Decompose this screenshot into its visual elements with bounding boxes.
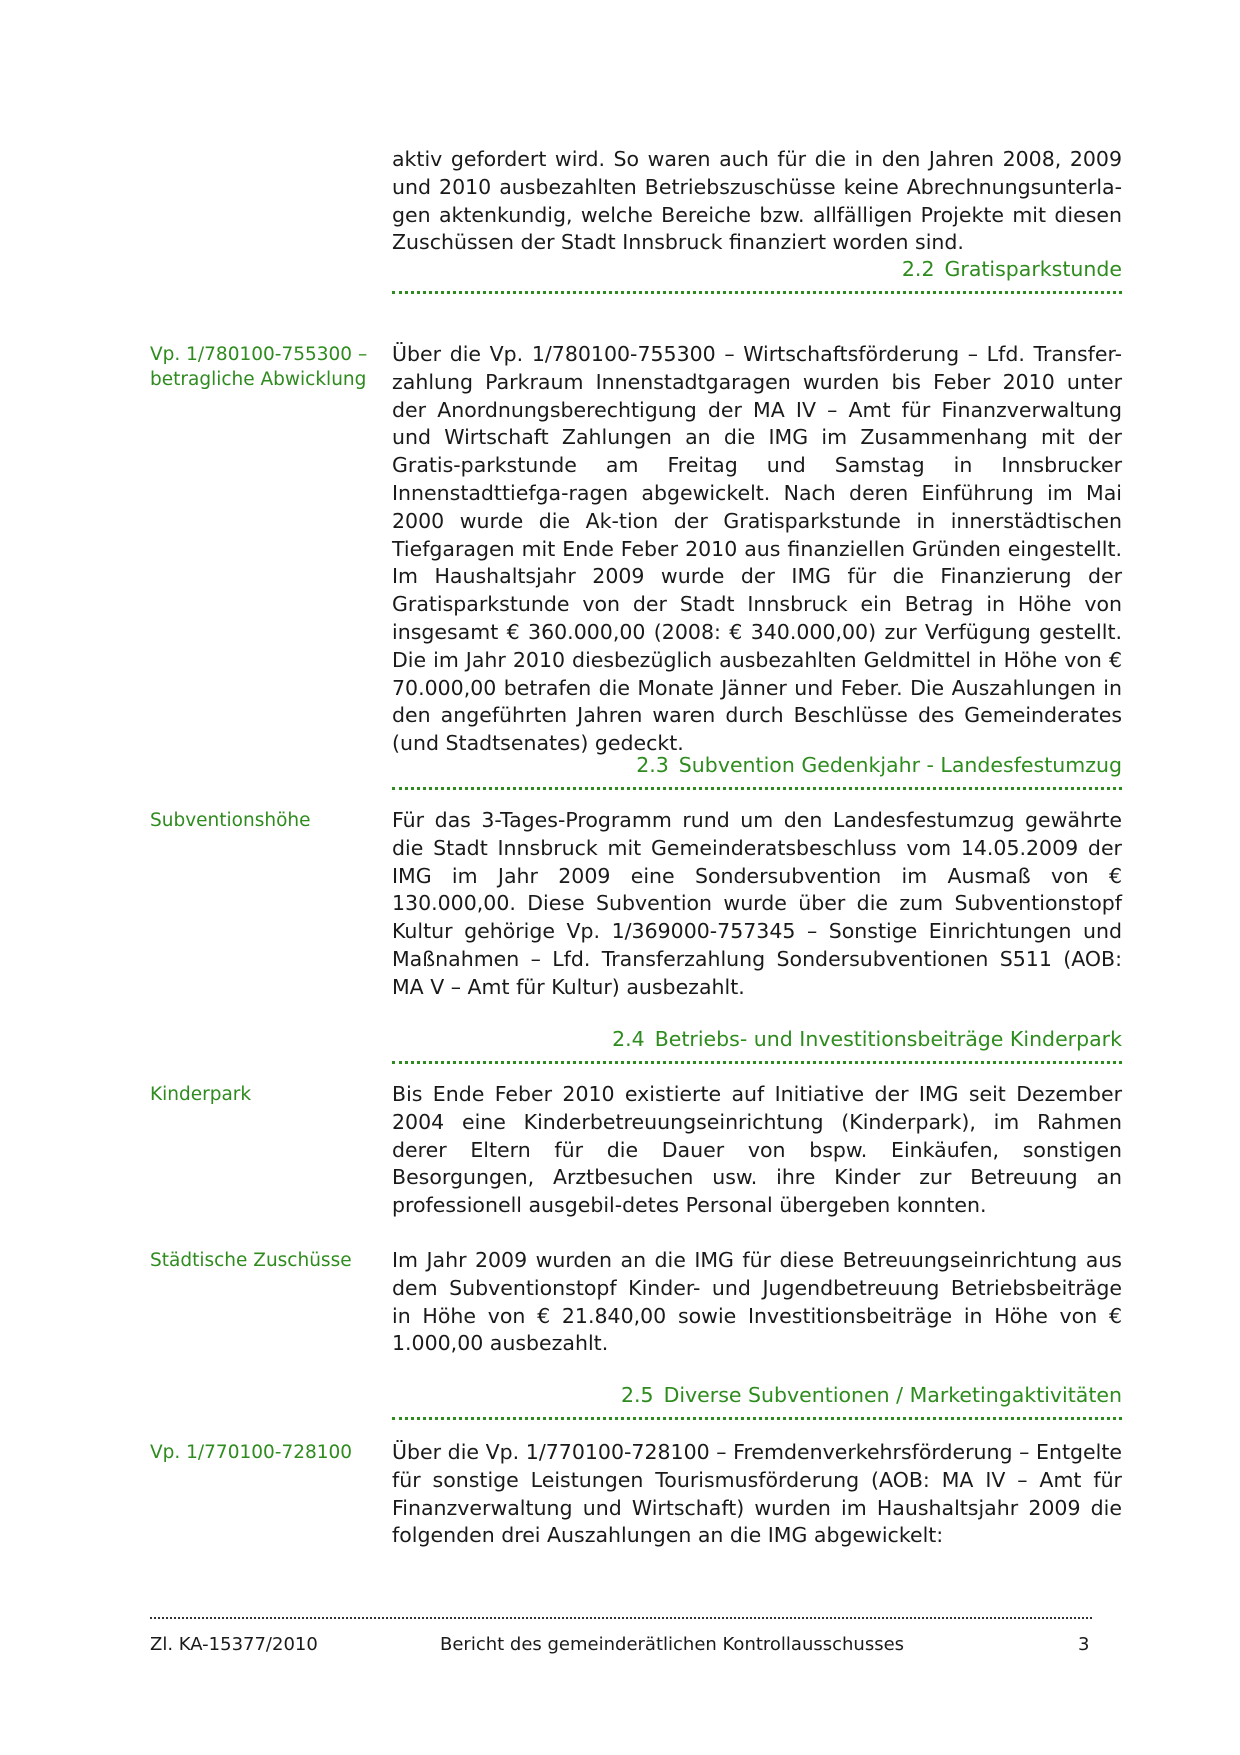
section-heading-2-4 xyxy=(392,1024,1122,1064)
margin-note-kinderpark: Kinderpark xyxy=(150,1084,252,1105)
section-number: 2.5 xyxy=(620,1383,654,1407)
section-number: 2.2 xyxy=(901,257,935,281)
paragraph-kinderpark xyxy=(392,1081,1122,1220)
paragraph-text: Bis Ende Feber 2010 existierte auf Initiative der IMG seit Dezember 2004 eine Kinderbetreuungseinrichtung (Kinderpark), im Rahmen derer Eltern für die Dauer von bspw. Einkäufen, sonstigen Besorgungen, Arztbesuchen usw. ihre Kinder zur Betreuung an professionell ausgebil-detes Personal übergeben konnten. xyxy=(392,1082,1122,1218)
paragraph-text: Über die Vp. 1/780100-755300 – Wirtschaftsförderung – Lfd. Transfer-zahlung Parkraum Innenstadtgaragen wurden bis Feber 2010 unter der Anordnungsberechtigung der MA IV – Amt für Finanzverwaltung und Wirtschaft Zahlungen an die IMG im Zusammenhang mit der Gratis-parkstunde am Freitag und Samstag in Innsbrucker Innenstadttiefga-ragen abgewickelt. Nach deren Einführung im Mai 2000 wurde die Ak-tion der Gratisparkstunde in innerstädtischen Tiefgaragen mit Ende Feber 2010 aus finanziellen Gründen eingestellt. Im Haushaltsjahr 2009 wurde der IMG für die Finanzierung der Gratisparkstunde von der Stadt Innsbruck ein Betrag in Höhe von insgesamt € 360.000,00 (2008: € 340.000,00) zur Verfügung gestellt. Die im Jahr 2010 diesbezüglich ausbezahlten Geldmittel in Höhe von € 70.000,00 betrafen die Monate Jänner und Feber. Die Auszahlungen in den angeführten Jahren waren durch Beschlüsse des Gemeinderates (und Stadtsenates) gedeckt. xyxy=(392,342,1122,756)
margin-note-staedtische-zuschuesse: Städtische Zuschüsse xyxy=(150,1250,352,1271)
paragraph-text: Über die Vp. 1/770100-728100 – Fremdenverkehrsförderung – Entgelte für sonstige Leistungen Tourismusförderung (AOB: MA IV – Amt für Finanzverwaltung und Wirtschaft) wurden im Haushaltsjahr 2009 die folgenden drei Auszahlungen an die IMG abgewickelt: xyxy=(392,1440,1122,1548)
paragraph-zuschuesse xyxy=(392,1247,1122,1358)
page-number: 3 xyxy=(1078,1634,1090,1655)
paragraph-text: Im Jahr 2009 wurden an die IMG für diese Betreuungseinrichtung aus dem Subventionstopf Kinder- und Jugendbetreuung Betriebsbeiträge in Höhe von € 21.840,00 sowie Investitionsbeiträge in Höhe von € 1.000,00 ausbezahlt. xyxy=(392,1248,1122,1356)
paragraph-text: aktiv gefordert wird. So waren auch für die in den Jahren 2008, 2009 und 2010 ausbezahlten Betriebszuschüsse keine Abrechnungsunterla-gen aktenkundig, welche Bereiche bzw. allfälligen Projekte mit diesen Zuschüssen der Stadt Innsbruck finanziert worden sind. xyxy=(392,147,1122,255)
paragraph-landesfestumzug xyxy=(392,807,1122,1002)
paragraph-text: Für das 3-Tages-Programm rund um den Landesfestumzug gewährte die Stadt Innsbruck mit Gemeinderatsbeschluss vom 14.05.2009 der IMG im Jahr 2009 eine Sondersubvention im Ausmaß von € 130.000,00. Diese Subvention wurde über die zum Subventionstopf Kultur gehörige Vp. 1/369000-757345 – Sonstige Einrichtungen und Maßnahmen – Lfd. Transferzahlung Sondersubventionen S511 (AOB: MA V – Amt für Kultur) ausbezahlt. xyxy=(392,808,1122,999)
section-heading-2-5 xyxy=(392,1380,1122,1420)
section-title: Diverse Subventionen / Marketingaktivitäten xyxy=(663,1383,1122,1407)
section-heading-2-3 xyxy=(392,750,1122,790)
section-heading-2-2 xyxy=(392,254,1122,294)
margin-note-subventionshoehe: Subventionshöhe xyxy=(150,810,311,831)
paragraph-diverse-subventionen xyxy=(392,1439,1122,1550)
paragraph-intro xyxy=(392,146,1122,257)
margin-note-line: Vp. 1/780100-755300 – xyxy=(150,344,368,365)
footer-reference: Zl. KA-15377/2010 xyxy=(150,1634,318,1655)
section-title: Subvention Gedenkjahr - Landesfestumzug xyxy=(678,753,1122,777)
footer-divider xyxy=(150,1617,1092,1619)
section-title: Betriebs- und Investitionsbeiträge Kinderpark xyxy=(654,1027,1122,1051)
section-title: Gratisparkstunde xyxy=(944,257,1122,281)
margin-note-line: betragliche Abwicklung xyxy=(150,369,367,390)
margin-note-vp-780100 xyxy=(150,342,380,392)
footer-title: Bericht des gemeinderätlichen Kontrollausschusses xyxy=(440,1634,905,1655)
margin-note-vp-770100: Vp. 1/770100-728100 xyxy=(150,1442,353,1463)
section-number: 2.3 xyxy=(636,753,669,777)
section-number: 2.4 xyxy=(612,1027,645,1051)
paragraph-gratisparkstunde xyxy=(392,341,1122,758)
